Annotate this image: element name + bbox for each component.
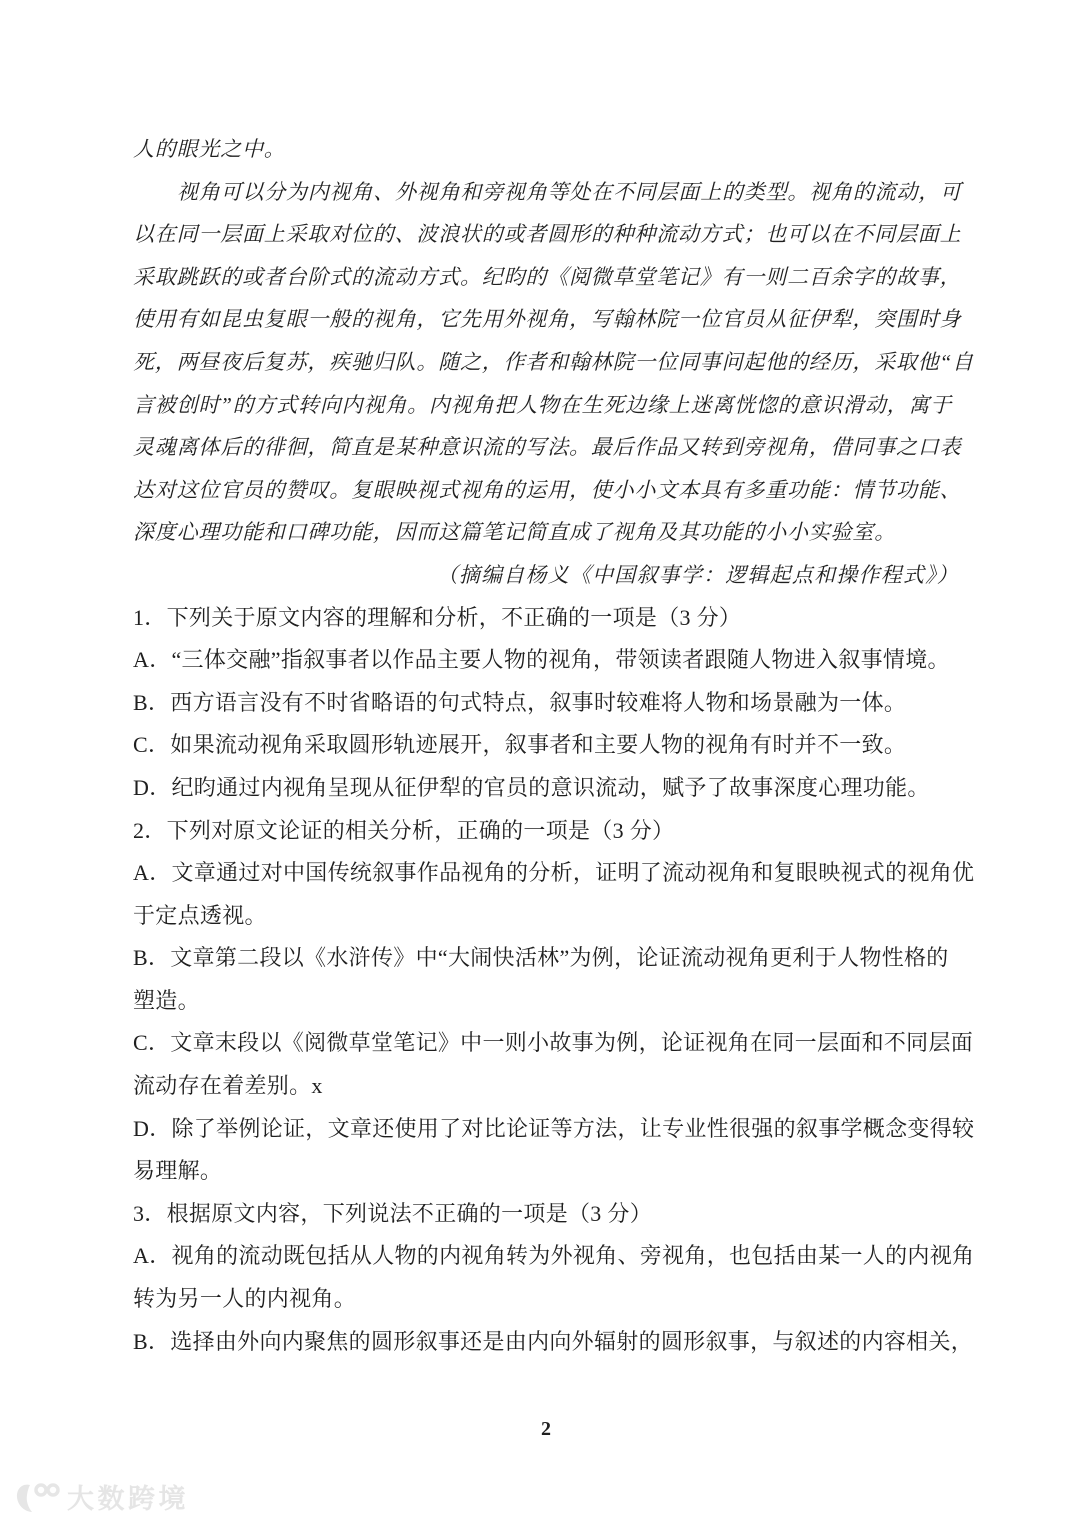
passage-line-7: 言被创时”的方式转向内视角。内视角把人物在生死边缘上迷离恍惚的意识滑动，寓于 <box>133 392 953 417</box>
passage-line-5: 使用有如昆虫复眼一般的视角，它先用外视角，写翰林院一位官员从征伊犁，突围时身 <box>133 307 962 332</box>
passage-line-9: 达对这位官员的赞叹。复眼映视式视角的运用，使小小文本具有多重功能：情节功能、 <box>133 477 962 502</box>
page-number: 2 <box>541 1418 551 1441</box>
question-1-option-c: C．如果流动视角采取圆形轨迹展开，叙事者和主要人物的视角有时并不一致。 <box>133 732 907 758</box>
question-2-option-d-line-2: 易理解。 <box>133 1158 223 1184</box>
page-body <box>133 128 975 1441</box>
question-2-option-b-line-2: 塑造。 <box>133 987 200 1013</box>
question-3-option-b-line-1: B．选择由外向内聚焦的圆形叙事还是由内向外辐射的圆形叙事，与叙述的内容相关， <box>133 1328 974 1354</box>
question-3-option-a-line-1: A．视角的流动既包括从人物的内视角转为外视角、旁视角，也包括由某一人的内视角 <box>133 1243 975 1269</box>
passage-line-2: 视角可以分为内视角、外视角和旁视角等处在不同层面上的类型。视角的流动，可 <box>177 179 962 204</box>
watermark <box>14 1481 189 1517</box>
question-2-stem: 2．下列对原文论证的相关分析，正确的一项是（3 分） <box>133 817 675 843</box>
question-2-option-b-line-1: B．文章第二段以《水浒传》中“大闹快活林”为例，论证流动视角更利于人物性格的 <box>133 945 949 971</box>
question-2-option-a-line-1: A．文章通过对中国传统叙事作品视角的分析，证明了流动视角和复眼映视式的视角优 <box>133 860 975 886</box>
question-1-stem: 1．下列关于原文内容的理解和分析，不正确的一项是（3 分） <box>133 604 742 630</box>
passage-line-3: 以在同一层面上采取对位的、波浪状的或者圆形的种种流动方式；也可以在不同层面上 <box>133 222 962 247</box>
passage-attribution: （摘编自杨义《中国叙事学：逻辑起点和操作程式》） <box>436 562 959 587</box>
question-2-option-a-line-2: 于定点透视。 <box>133 902 267 928</box>
question-1-option-a: A．“三体交融”指叙事者以作品主要人物的视角，带领读者跟随人物进入叙事情境。 <box>133 647 950 673</box>
question-2-option-d-line-1: D．除了举例论证，文章还使用了对比论证等方法，让专业性很强的叙事学概念变得较 <box>133 1115 975 1141</box>
passage-line-6: 死，两昼夜后复苏，疾驰归队。随之，作者和翰林院一位同事问起他的经历，采取他“自 <box>133 349 974 374</box>
passage-line-1: 人的眼光之中。 <box>133 137 286 161</box>
question-1-option-d: D．纪昀通过内视角呈现从征伊犁的官员的意识流动，赋予了故事深度心理功能。 <box>133 774 930 800</box>
question-2-option-c-line-1: C．文章末段以《阅微草堂笔记》中一则小故事为例，论证视角在同一层面和不同层面 <box>133 1030 974 1056</box>
watermark-brand: 大数跨境 <box>67 1484 189 1514</box>
passage-line-10: 深度心理功能和口碑功能，因而这篇笔记简直成了视角及其功能的小小实验室。 <box>133 520 896 545</box>
question-3-stem: 3．根据原文内容，下列说法不正确的一项是（3 分） <box>133 1200 653 1226</box>
question-1-option-b: B．西方语言没有不时省略语的句式特点，叙事时较难将人物和场景融为一体。 <box>133 689 907 715</box>
dashu-kuajing-logo-icon <box>14 1481 60 1517</box>
question-2-option-c-line-2: 流动存在着差别。x <box>133 1073 323 1099</box>
question-3-option-a-line-2: 转为另一人的内视角。 <box>133 1286 357 1312</box>
passage-line-4: 采取跳跃的或者台阶式的流动方式。纪昀的《阅微草堂笔记》有一则二百余字的故事， <box>133 264 962 289</box>
passage-line-8: 灵魂离体后的徘徊，简直是某种意识流的写法。最后作品又转到旁视角，借同事之口表 <box>133 435 962 460</box>
